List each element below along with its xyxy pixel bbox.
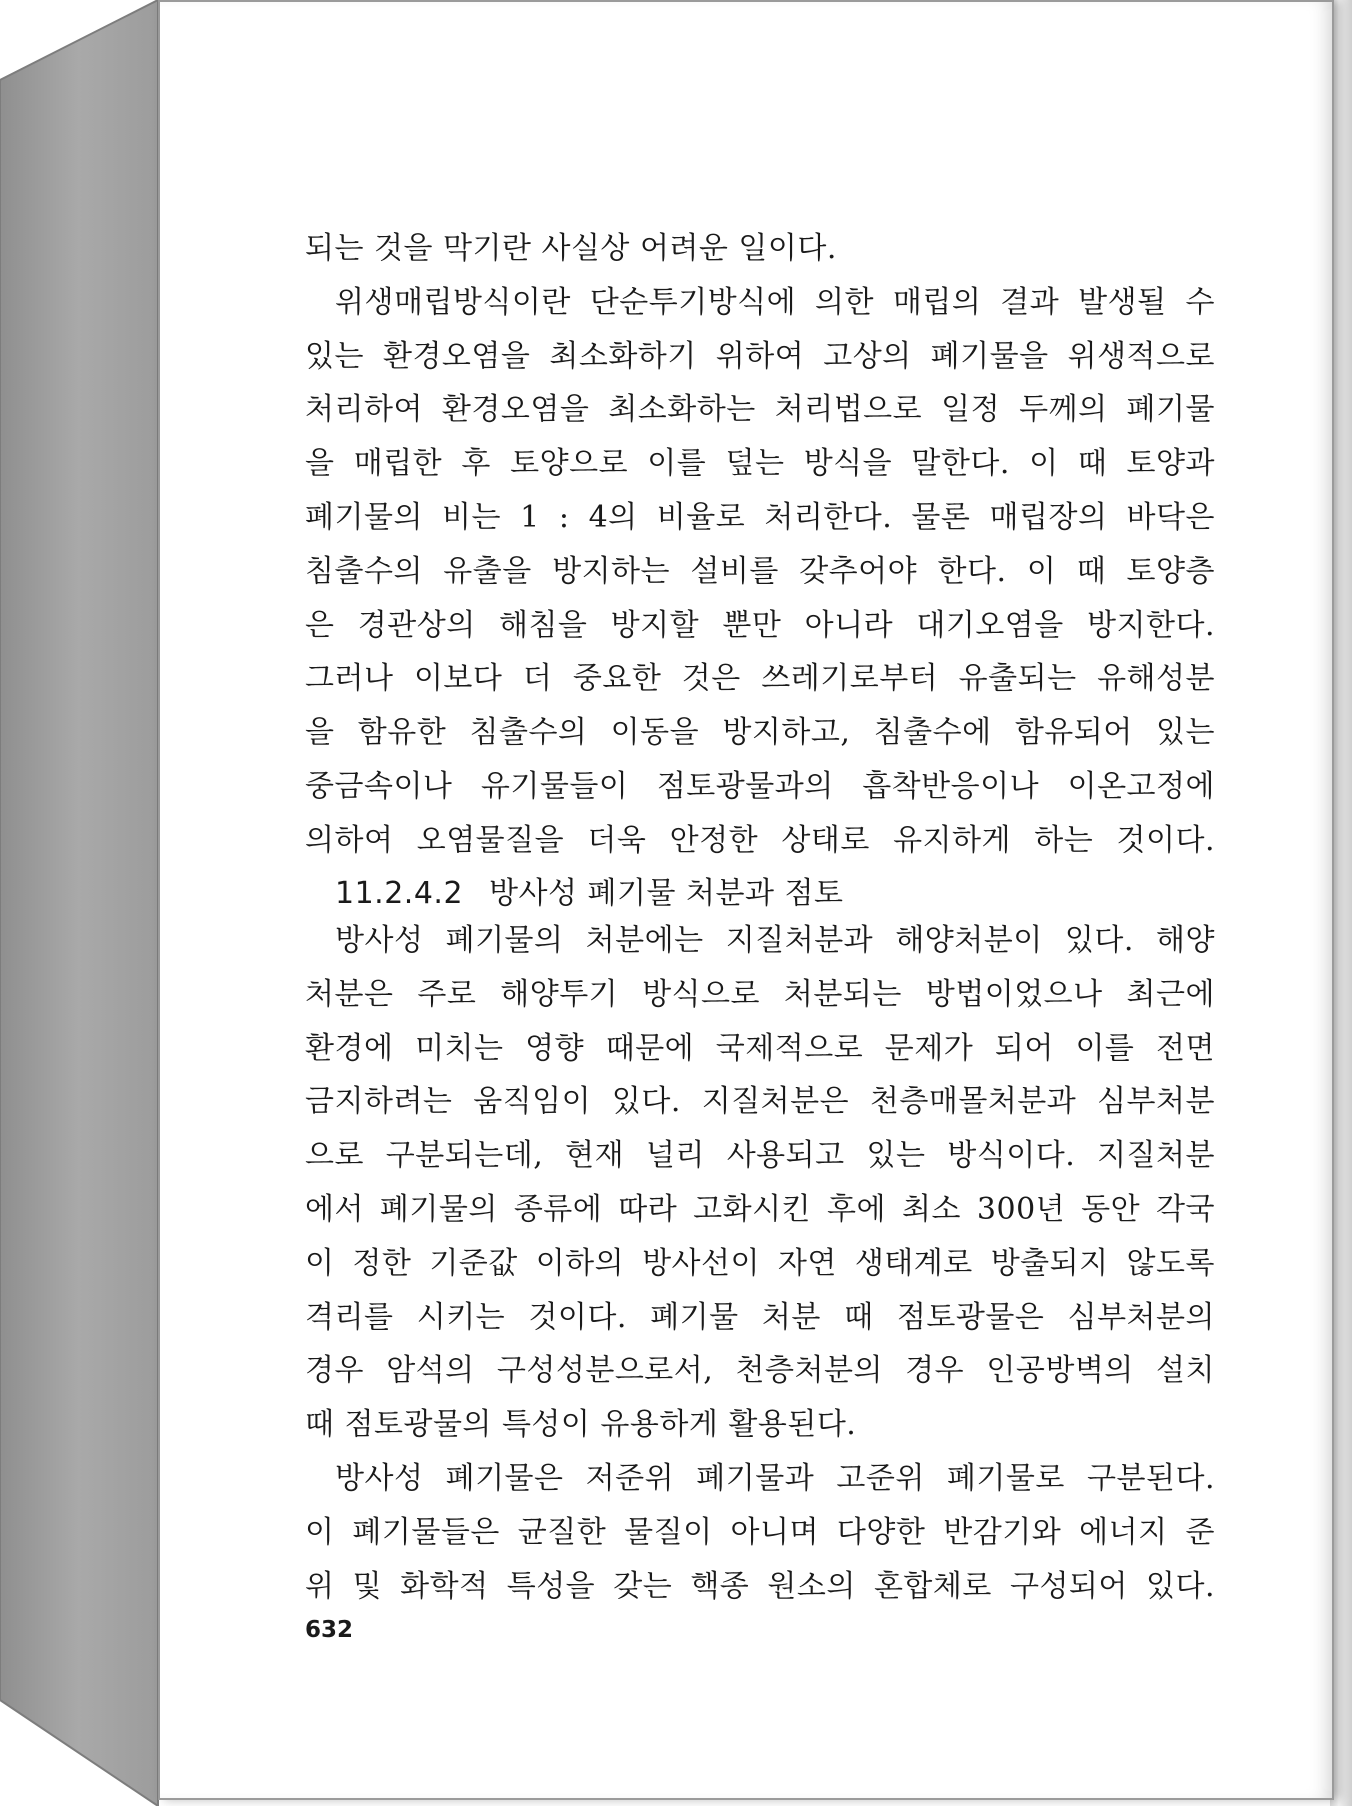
text-line: 있는 환경오염을 최소화하기 위하여 고상의 폐기물을 위생적으로 [305,338,1215,374]
text-line: 위 및 화학적 특성을 갖는 핵종 원소의 혼합체로 구성되어 있다. [305,1568,1215,1604]
text-line: 이 폐기물들은 균질한 물질이 아니며 다양한 반감기와 에너지 준 [305,1514,1215,1550]
text-line: 금지하려는 움직임이 있다. 지질처분은 천층매몰처분과 심부처분 [305,1084,1215,1120]
text-line: 을 매립한 후 토양으로 이를 덮는 방식을 말한다. 이 때 토양과 [305,446,1215,482]
text-line: 에서 폐기물의 종류에 따라 고화시킨 후에 최소 300년 동안 각국 [305,1191,1215,1227]
text-line: 폐기물의 비는 1 : 4의 비율로 처리한다. 물론 매립장의 바닥은 [305,499,1215,535]
text-line: 은 경관상의 해침을 방지할 뿐만 아니라 대기오염을 방지한다. [305,607,1215,643]
text-line: 으로 구분되는데, 현재 널리 사용되고 있는 방식이다. 지질처분 [305,1138,1215,1174]
text-line: 되는 것을 막기란 사실상 어려운 일이다. [305,231,837,266]
text-line: 환경에 미치는 영향 때문에 국제적으로 문제가 되어 이를 전면 [305,1030,1215,1066]
paragraph-radioactive-waste [305,914,1215,1613]
text-line: 중금속이나 유기물들이 점토광물과의 흡착반응이나 이온고정에 [305,768,1215,804]
section-title: 방사성 폐기물 처분과 점토 [489,876,844,911]
text-line: 때 점토광물의 특성이 유용하게 활용된다. [305,1407,857,1443]
text-line: 침출수의 유출을 방지하는 설비를 갖추어야 한다. 이 때 토양층 [305,553,1215,589]
text-line: 그러나 이보다 더 중요한 것은 쓰레기로부터 유출되는 유해성분 [305,661,1215,697]
section-number: 11.2.4.2 [335,876,464,911]
text-line: 이 정한 기준값 이하의 방사선이 자연 생태계로 방출되지 않도록 [305,1245,1215,1281]
text-line: 처리하여 환경오염을 최소화하는 처리법으로 일정 두께의 폐기물 [305,392,1215,428]
text-line: 방사성 폐기물은 저준위 폐기물과 고준위 폐기물로 구분된다. [335,1460,1215,1496]
text-line: 을 함유한 침출수의 이동을 방지하고, 침출수에 함유되어 있는 [305,715,1215,751]
text-line: 경우 암석의 구성성분으로서, 천층처분의 경우 인공방벽의 설치 [305,1353,1215,1389]
text-line: 방사성 폐기물의 처분에는 지질처분과 해양처분이 있다. 해양 [335,923,1215,958]
text-line: 격리를 시키는 것이다. 폐기물 처분 때 점토광물은 심부처분의 [305,1299,1215,1335]
text-line: 의하여 오염물질을 더욱 안정한 상태로 유지하게 하는 것이다. [305,822,1215,858]
paragraph-landfill [305,222,1215,868]
text-line: 위생매립방식이란 단순투기방식에 의한 매립의 결과 발생될 수 [335,284,1215,320]
page-number: 632 [305,1617,354,1643]
section-heading [335,868,843,912]
text-line: 처분은 주로 해양투기 방식으로 처분되는 방법이었으나 최근에 [305,976,1215,1012]
